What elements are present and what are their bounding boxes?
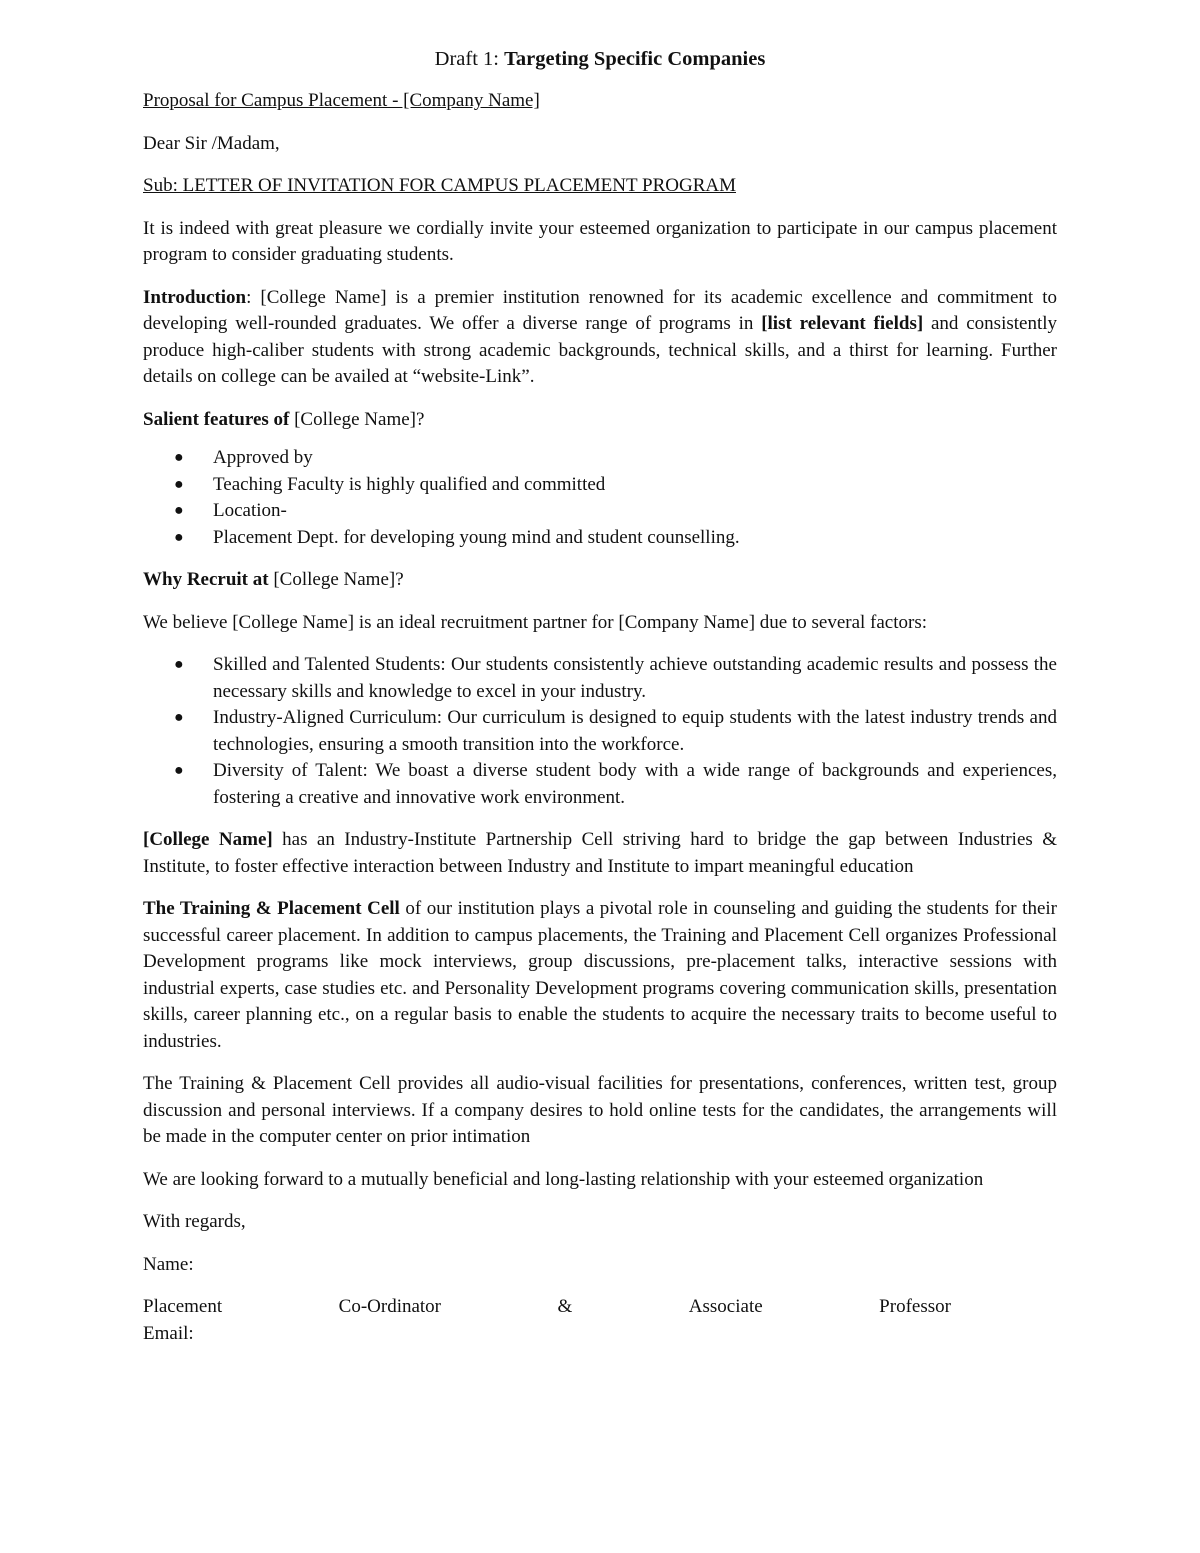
introduction-paragraph bbox=[143, 285, 1057, 391]
regards: With regards, bbox=[143, 1211, 246, 1232]
designation-word: Professor bbox=[879, 1296, 951, 1317]
bullet-icon: ● bbox=[174, 449, 184, 466]
opening-paragraph: It is indeed with great pleasure we cordially invite your esteemed organization to participate in our campus placement program to consider graduating students. bbox=[143, 217, 1057, 265]
bullet-icon: ● bbox=[174, 709, 184, 726]
salient-heading bbox=[143, 407, 1057, 434]
designation-word: Co-Ordinator bbox=[338, 1296, 442, 1317]
list-item: ● Teaching Faculty is highly qualified and committed bbox=[143, 472, 1057, 499]
salutation: Dear Sir /Madam, bbox=[143, 132, 280, 154]
why-recruit-heading bbox=[143, 567, 1057, 594]
list-item: ● Approved by bbox=[143, 445, 1057, 472]
why-recruit-label: Why Recruit at bbox=[143, 569, 269, 590]
introduction-text-2: and consistently produce high-caliber students with strong academic backgrounds, technical skills, and a thirst for learning. Further details on college can be availed at “website-Link”. bbox=[143, 313, 1058, 387]
why-recruit-rest: [College Name]? bbox=[268, 569, 404, 590]
bullet-icon: ● bbox=[174, 475, 184, 493]
name-label: Name: bbox=[143, 1253, 194, 1275]
salient-label: Salient features of bbox=[143, 408, 290, 430]
introduction-label: Introduction bbox=[143, 286, 247, 308]
list-item: ● Location- bbox=[143, 498, 1057, 525]
partnership-bold: [College Name] bbox=[143, 829, 273, 850]
document-title bbox=[143, 44, 1057, 74]
designation-word: & bbox=[557, 1296, 573, 1317]
why-recruit-intro: We believe [College Name] is an ideal recruitment partner for [Company Name] due to several factors: bbox=[143, 611, 928, 633]
closing-paragraph: We are looking forward to a mutually beneficial and long-lasting relationship with your esteemed organization bbox=[143, 1168, 984, 1190]
list-item: ● Placement Dept. for developing young mind and student counselling. bbox=[143, 525, 1057, 552]
training-text: of our institution plays a pivotal role in counseling and guiding the students for their successful career placement. In addition to campus placements, the Training and Placement Cell organizes Professional Development programs like mock interviews, group discussions, pre-placement talks, interactive sessions with industrial experts, case studies etc. and Personality Development programs covering communication skills, presentation skills, career planning etc., on a regular basis to enable the students to acquire the necessary traits to become useful to industries. bbox=[143, 898, 1057, 1052]
facilities-paragraph: The Training & Placement Cell provides all audio-visual facilities for presentations, conferences, written test, group discussion and personal interviews. If a company desires to hold online tests for the candidates, the arrangements will be made in the computer center on prior intimation bbox=[143, 1073, 1057, 1147]
salient-rest: [College Name]? bbox=[289, 408, 425, 430]
list-item: ● Skilled and Talented Students: Our students consistently achieve outstanding academic results and possess the necessary skills and knowledge to excel in your industry. bbox=[174, 654, 1057, 702]
designation-line bbox=[143, 1294, 951, 1321]
title-bold: Targeting Specific Companies bbox=[504, 48, 766, 70]
bullet-icon: ● bbox=[174, 528, 184, 546]
bullet-icon: ● bbox=[174, 762, 184, 779]
bullet-icon: ● bbox=[174, 502, 184, 519]
email-label: Email: bbox=[143, 1322, 194, 1344]
designation-word: Placement bbox=[143, 1296, 223, 1317]
proposal-heading: Proposal for Campus Placement - [Company Name] bbox=[143, 90, 540, 111]
introduction-fields: [list relevant fields] bbox=[761, 313, 924, 334]
why-recruit-list bbox=[143, 652, 1057, 811]
bullet-icon: ● bbox=[174, 656, 184, 673]
title-prefix: Draft 1: bbox=[434, 48, 505, 70]
training-bold: The Training & Placement Cell bbox=[143, 898, 400, 919]
list-item: ● Diversity of Talent: We boast a diverse student body with a wide range of backgrounds and experiences, fostering a creative and innovative work environment. bbox=[174, 760, 1057, 808]
training-paragraph bbox=[143, 896, 1057, 1055]
designation-word: Associate bbox=[688, 1296, 763, 1317]
partnership-paragraph bbox=[143, 827, 1057, 880]
salient-list bbox=[143, 445, 1057, 551]
partnership-text: has an Industry-Institute Partnership Cell striving hard to bridge the gap between Industries & Institute, to foster effective interaction between Industry and Institute to impart meaningful education bbox=[143, 829, 1057, 877]
subject-line: Sub: LETTER OF INVITATION FOR CAMPUS PLACEMENT PROGRAM bbox=[143, 175, 736, 196]
list-item: ● Industry-Aligned Curriculum: Our curriculum is designed to equip students with the latest industry trends and technologies, ensuring a smooth transition into the workforce. bbox=[174, 707, 1057, 755]
introduction-text-1: : [College Name] is a premier institution renowned for its academic excellence and commitment to developing well-rounded graduates. We offer a diverse range of programs in bbox=[143, 286, 1057, 334]
